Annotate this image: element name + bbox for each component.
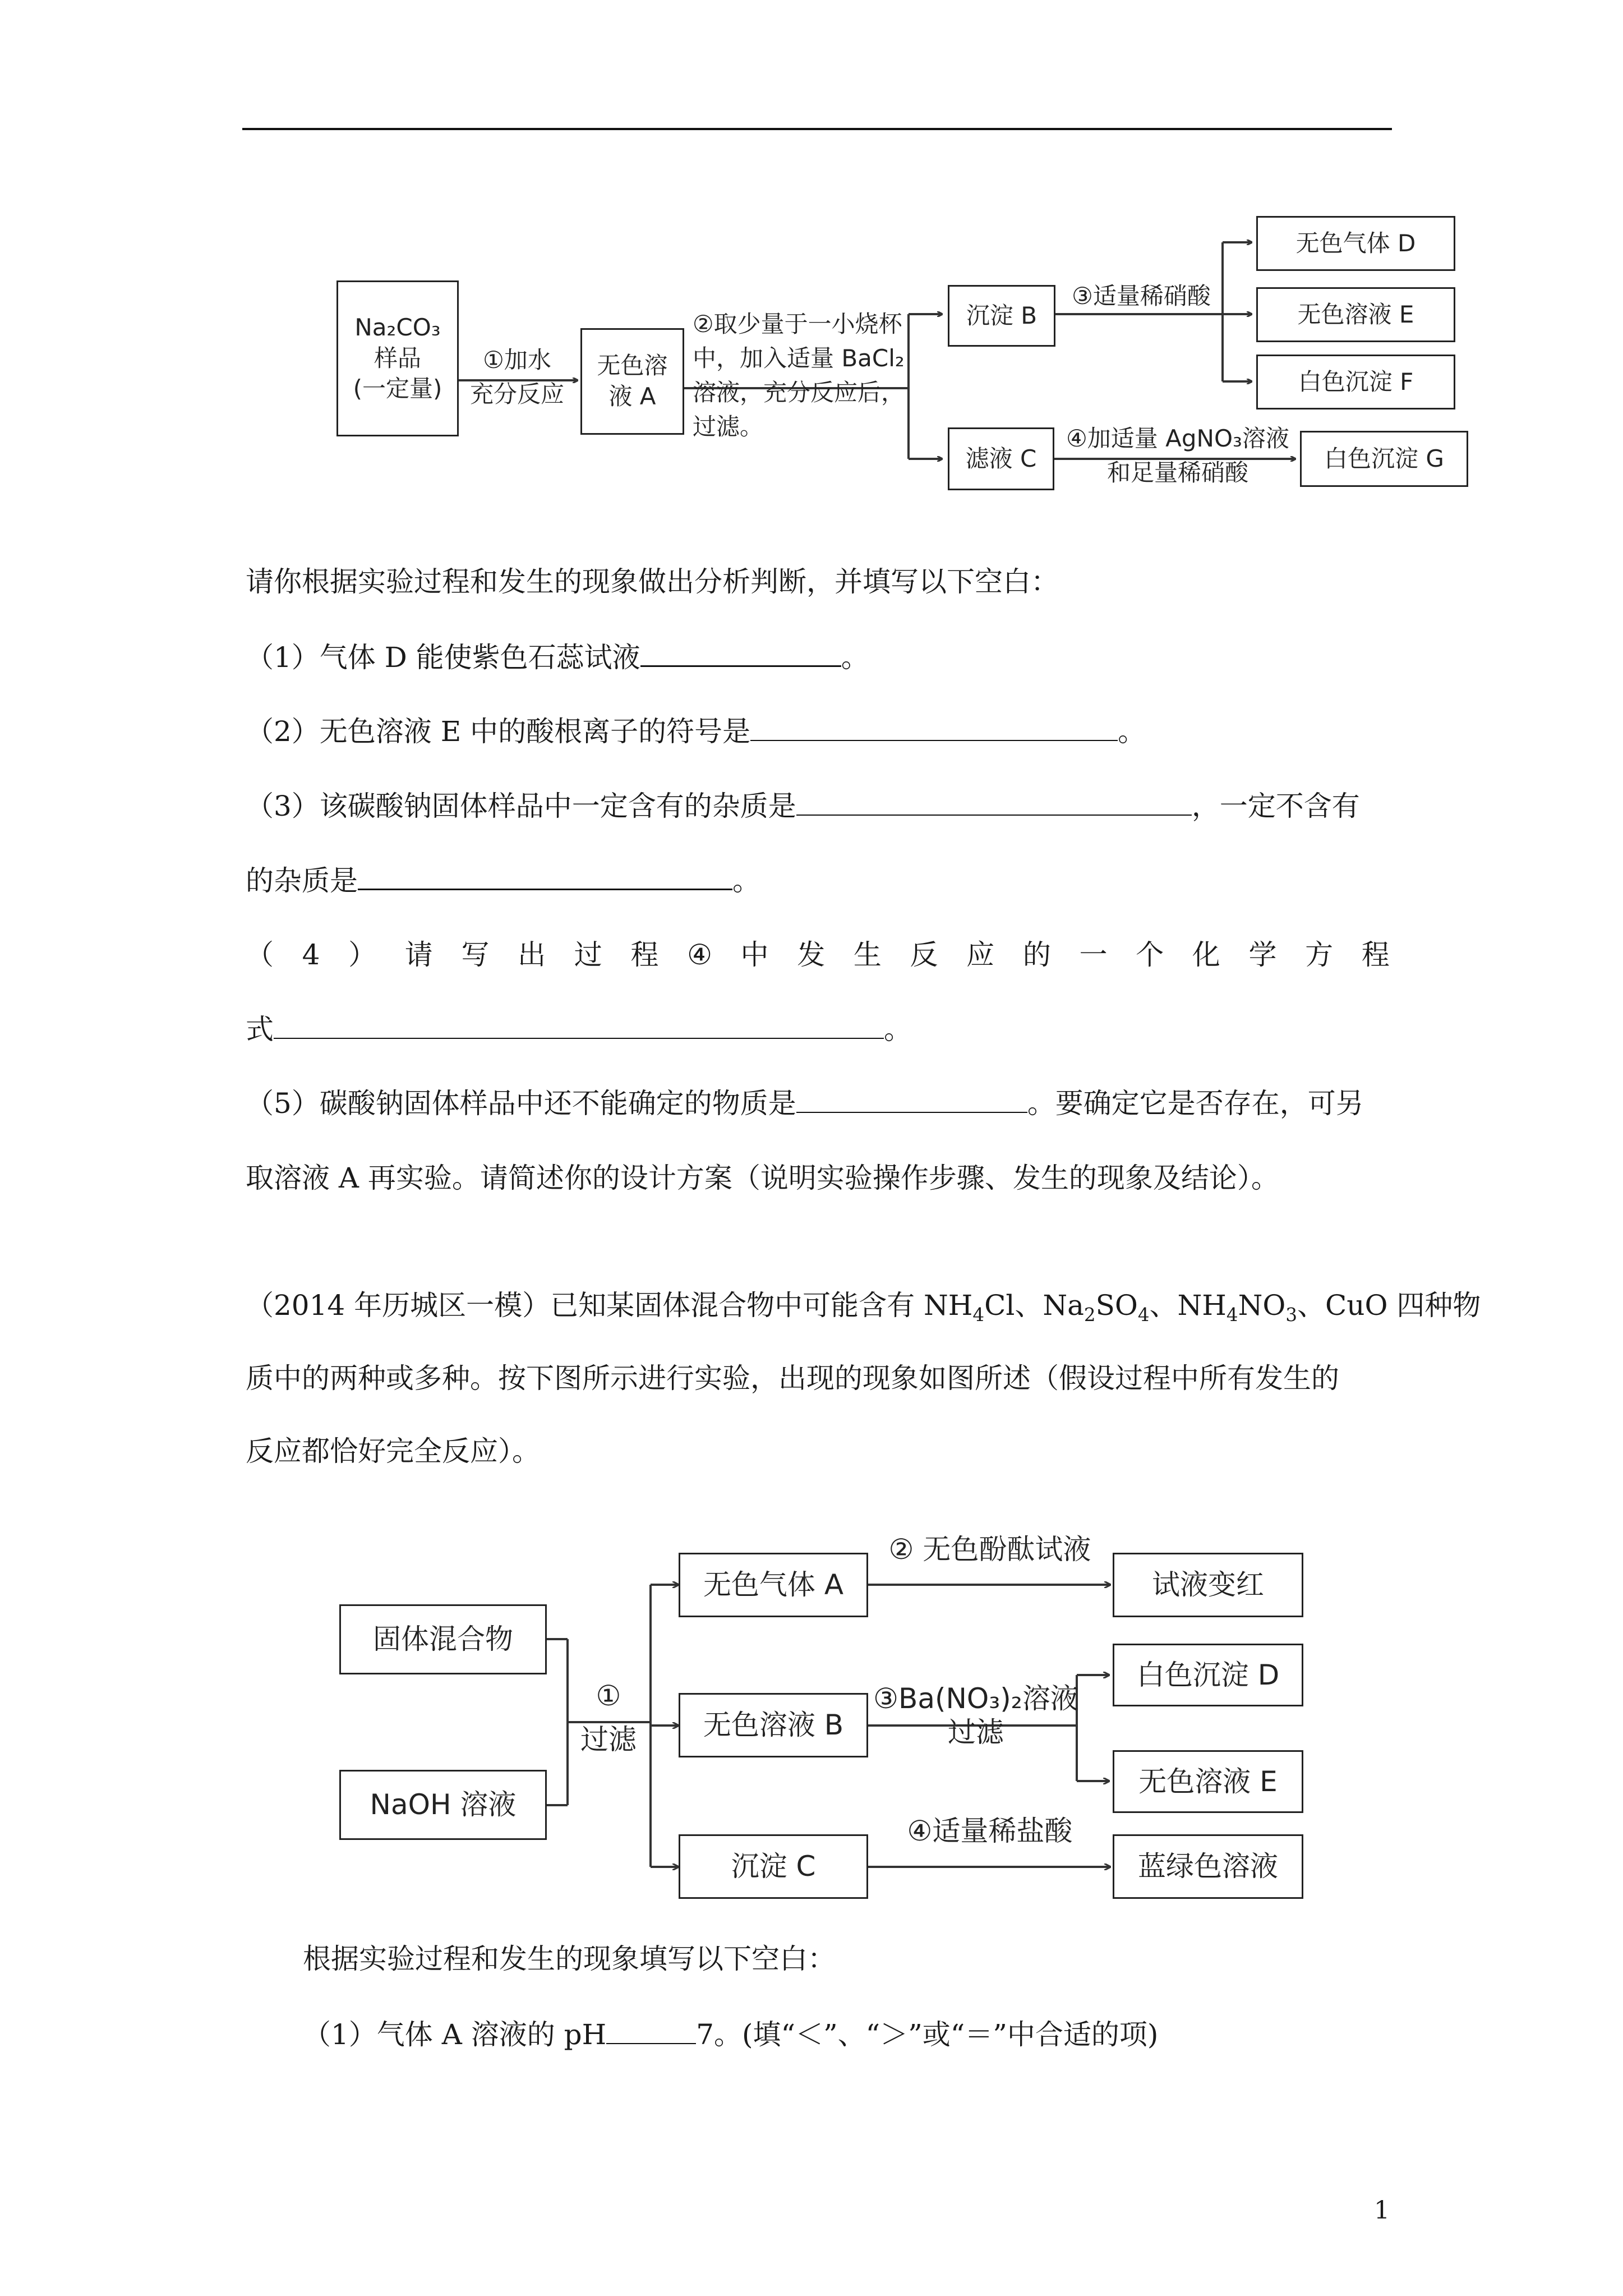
part2-questions-intro: 根据实验过程和发生的现象填写以下空白： [303, 1943, 836, 1975]
q4-char: 的 [1022, 938, 1051, 971]
q4-char: 4 [302, 938, 320, 971]
part2-intro-text: 、NH [1149, 1289, 1227, 1322]
solution-e-box: 无色溶液 E [1256, 287, 1455, 342]
q4-char: （ [246, 938, 274, 971]
q4-char: 中 [740, 938, 769, 971]
q4-char: 化 [1192, 938, 1220, 971]
q4-char: ④ [687, 938, 712, 971]
part2-question-1-suffix: 7。(填“＜”、“＞”或“＝”中合适的项) [696, 2018, 1159, 2051]
part2-intro-text: （2014 年历城区一模）已知某固体混合物中可能含有 NH [246, 1289, 973, 1322]
subscript: 4 [972, 1304, 985, 1326]
answer-blank-ph[interactable] [606, 2017, 696, 2044]
question-3-middle: ，一定不含有 [1191, 790, 1360, 822]
subscript: 3 [1285, 1304, 1297, 1326]
step4-label: ④适量稀盐酸 [907, 1815, 1073, 1847]
subscript: 4 [1137, 1304, 1150, 1326]
subscript: 4 [1226, 1304, 1238, 1326]
part2-intro-text: Cl、Na [984, 1289, 1084, 1322]
q4-char: 生 [853, 938, 882, 971]
step1-filter-label: ① 过滤 [580, 1680, 637, 1756]
question-2-suffix: 。 [1118, 715, 1146, 748]
q4-char: ） [348, 938, 377, 971]
part1-intro: 请你根据实验过程和发生的现象做出分析判断，并填写以下空白： [246, 565, 1059, 598]
q4-char: 一 [1079, 938, 1108, 971]
page-number: 1 [1374, 2196, 1390, 2225]
question-3-line2-prefix: 的杂质是 [246, 864, 358, 897]
q4-char: 程 [1361, 938, 1390, 971]
solution-e-box: 无色溶液 E [1113, 1750, 1303, 1813]
question-1-prefix: （1）气体 D 能使紫色石蕊试液 [246, 641, 640, 674]
question-5-prefix: （5）碳酸钠固体样品中还不能确定的物质是 [246, 1087, 796, 1120]
solution-a-box: 无色溶 液 A [580, 328, 684, 435]
q4-char: 出 [518, 938, 546, 971]
q4-char: 个 [1136, 938, 1164, 971]
question-5-line2: 取溶液 A 再实验。请简述你的设计方案（说明实验操作步骤、发生的现象及结论）。 [246, 1162, 1279, 1194]
q4-char: 反 [910, 938, 938, 971]
step2-label: ②取少量于一小烧杯 中，加入适量 BaCl₂ 溶液，充分反应后， 过滤。 [693, 310, 905, 440]
step3-label: ③Ba(NO₃)₂溶液 过滤 [873, 1682, 1078, 1749]
step2-label: ② 无色酚酞试液 [888, 1533, 1091, 1566]
precipitate-g-box: 白色沉淀 G [1300, 431, 1468, 487]
precipitate-c-box: 沉淀 C [679, 1834, 868, 1899]
q4-char: 发 [797, 938, 826, 971]
part2-question-1-prefix: （1）气体 A 溶液的 pH [303, 2018, 607, 2051]
q4-char: 学 [1248, 938, 1277, 971]
part2-intro-text: SO [1095, 1289, 1138, 1322]
step1-label: ①加水 充分反应 [469, 346, 564, 408]
question-4-line2-prefix: 式 [246, 1013, 274, 1046]
q4-char: 应 [966, 938, 995, 971]
q4-char: 过 [574, 938, 602, 971]
gas-a-box: 无色气体 A [679, 1553, 868, 1617]
question-2-prefix: （2）无色溶液 E 中的酸根离子的符号是 [246, 715, 751, 748]
question-1-suffix: 。 [841, 641, 869, 674]
q4-char: 程 [630, 938, 659, 971]
naoh-solution-box: NaOH 溶液 [339, 1770, 547, 1840]
part2-intro-text: 、CuO 四种物 [1297, 1289, 1481, 1322]
question-5-suffix: 。要确定它是否存在，可另 [1027, 1087, 1364, 1120]
gas-d-box: 无色气体 D [1256, 216, 1455, 271]
question-3-suffix: 。 [732, 864, 760, 897]
step4-label: ④加适量 AgNO₃溶液 和足量稀硝酸 [1066, 425, 1289, 486]
precipitate-b-box: 沉淀 B [948, 285, 1055, 347]
blue-green-solution-box: 蓝绿色溶液 [1113, 1834, 1303, 1899]
solution-b-box: 无色溶液 B [679, 1693, 868, 1757]
part2-intro-line2: 质中的两种或多种。按下图所示进行实验，出现的现象如图所述（假设过程中所有发生的 [246, 1362, 1339, 1395]
q4-char: 写 [461, 938, 490, 971]
part2-intro-line3: 反应都恰好完全反应）。 [246, 1435, 540, 1467]
part2-question-1 [303, 2017, 1447, 2053]
sample-box: Na₂CO₃ 样品 (一定量) [336, 280, 459, 436]
precipitate-f-box: 白色沉淀 F [1256, 355, 1455, 409]
question-4-suffix: 。 [884, 1013, 912, 1046]
solid-mixture-box: 固体混合物 [339, 1604, 547, 1674]
precipitate-d-box: 白色沉淀 D [1113, 1644, 1303, 1706]
step3-label: ③适量稀硝酸 [1072, 282, 1211, 310]
part2-intro-text: NO [1238, 1289, 1286, 1322]
filtrate-c-box: 滤液 C [948, 427, 1054, 490]
red-result-box: 试液变红 [1113, 1553, 1303, 1617]
q4-char: 请 [404, 938, 433, 971]
q4-char: 方 [1305, 938, 1334, 971]
subscript: 2 [1083, 1304, 1096, 1326]
question-3-prefix: （3）该碳酸钠固体样品中一定含有的杂质是 [246, 790, 796, 822]
